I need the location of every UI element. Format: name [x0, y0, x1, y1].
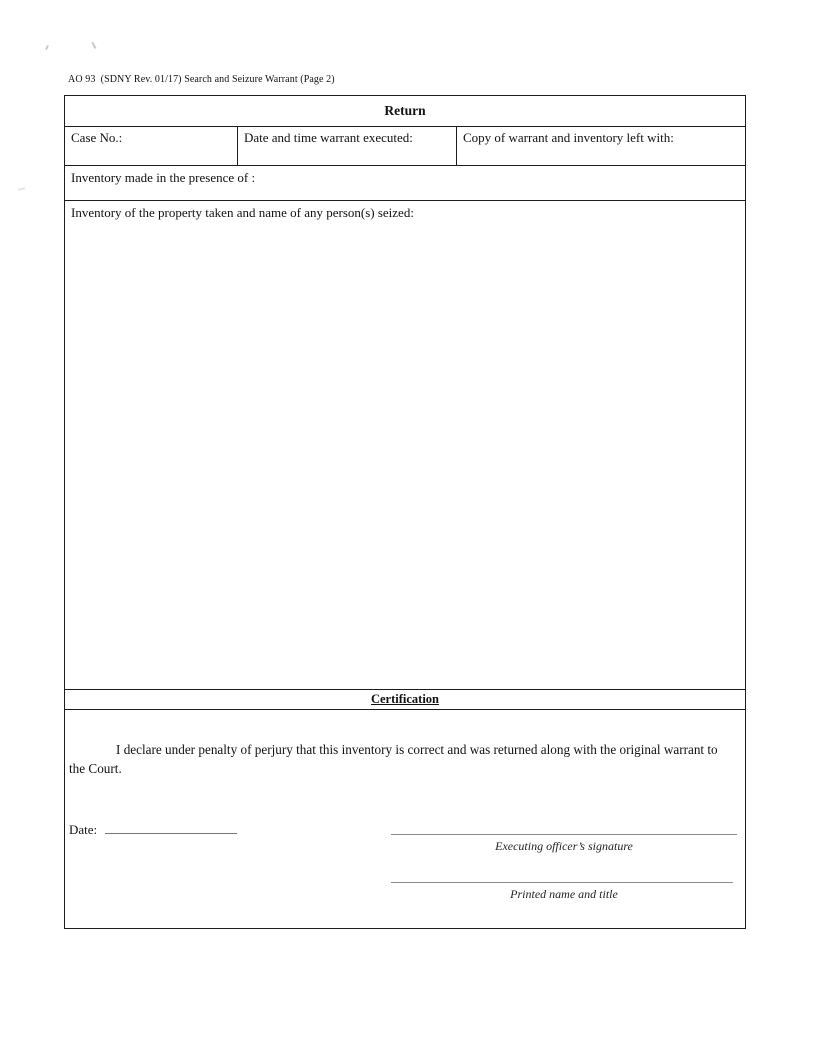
- return-form: [64, 95, 746, 929]
- printed-name-caption: Printed name and title: [510, 887, 618, 901]
- inventory-presence-label: Inventory made in the presence of :: [71, 170, 256, 185]
- certification-title: Certification: [370, 692, 440, 706]
- date-time-executed-cell: [237, 127, 456, 165]
- date-fill-line: [105, 820, 237, 834]
- declaration-text: I declare under penalty of perjury that this inventory is correct and was returned along with the original warrant to the Court.: [69, 742, 718, 777]
- inventory-property-label: Inventory of the property taken and name of any person(s) seized:: [71, 205, 414, 220]
- scan-artifact: [18, 187, 25, 190]
- certification-body: [65, 710, 745, 928]
- scan-artifact: [45, 45, 49, 50]
- return-section-title-row: [65, 96, 745, 127]
- date-label: Date:: [69, 822, 98, 837]
- printed-name-line: [391, 882, 733, 883]
- inventory-property-cell: [65, 201, 745, 690]
- date-field: [69, 820, 237, 838]
- copy-left-with-label: Copy of warrant and inventory left with:: [463, 130, 674, 145]
- inventory-presence-cell: [65, 166, 745, 201]
- case-info-row: [65, 127, 745, 166]
- date-time-executed-label: Date and time warrant executed:: [244, 130, 413, 145]
- signature-caption: Executing officer’s signature: [495, 839, 633, 853]
- form-id-header: AO 93 (SDNY Rev. 01/17) Search and Seizure Warrant (Page 2): [68, 74, 335, 85]
- case-no-label: Case No.:: [71, 130, 123, 145]
- certification-title-row: [65, 690, 745, 710]
- signature-line: [391, 834, 737, 835]
- case-no-cell: [65, 127, 237, 165]
- return-title: Return: [384, 103, 426, 118]
- copy-left-with-cell: [456, 127, 745, 165]
- scan-artifact: [91, 42, 96, 49]
